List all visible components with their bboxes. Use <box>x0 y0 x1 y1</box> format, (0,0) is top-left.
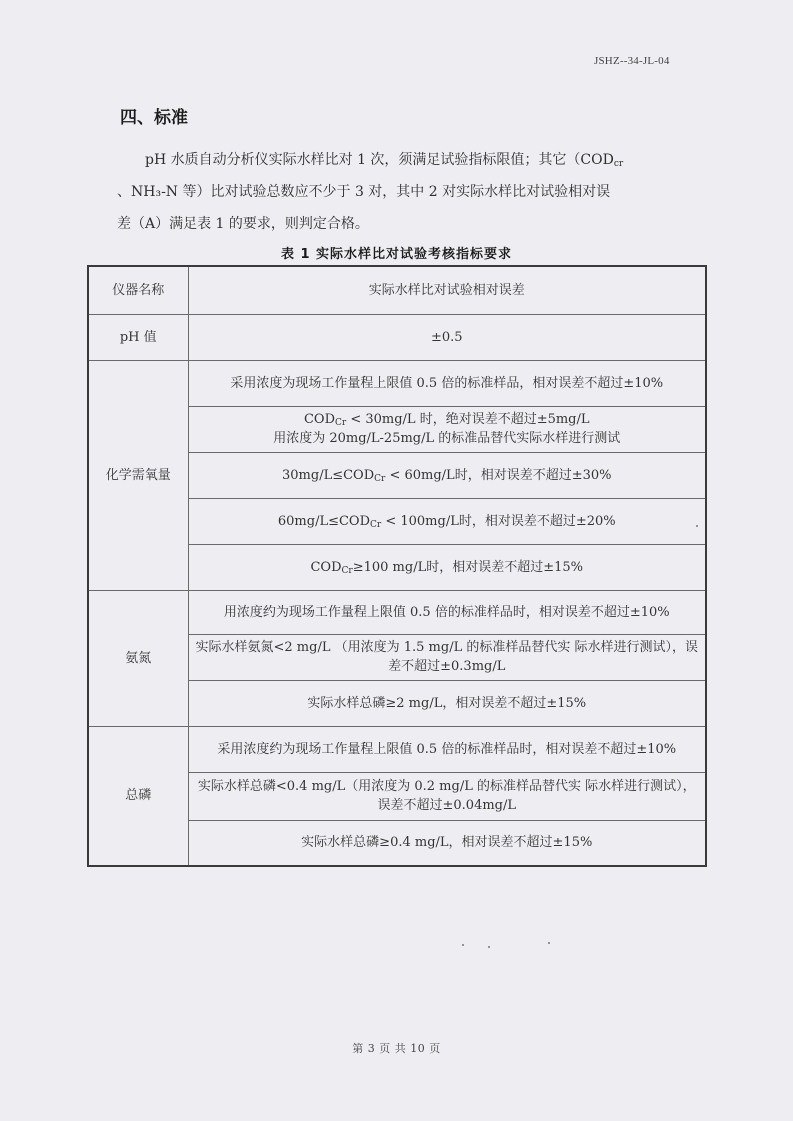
table-row-tp-1 <box>88 726 706 772</box>
criteria-paragraph <box>117 144 707 240</box>
document-code: JSHZ--34-JL-04 <box>594 55 670 67</box>
cod-criterion-5: $COD_{Cr}\ge 100$ mg/L时，相对误差不超过±15% <box>188 544 706 590</box>
scan-speck <box>696 525 698 527</box>
tp-criterion-1: 采用浓度约为现场工作量程上限值 0.5 倍的标准样品时，相对误差不超过±10% <box>188 726 706 772</box>
cod-criterion-2: $COD_{Cr} < 30mg/L$ 时，绝对误差不超过±5mg/L 用浓度为 20mg/L-25mg/L 的标准品替代实际水样进行测试 <box>188 406 706 452</box>
ph-value: ±0.5 <box>188 314 706 360</box>
nh3-criterion-1: 用浓度约为现场工作量程上限值 0.5 倍的标准样品时，相对误差不超过±10% <box>188 590 706 634</box>
paragraph-line-1: pH 水质自动分析仪实际水样比对 1 次，须满足试验指标限值；其它（$COD_{cr}$ <box>145 152 624 169</box>
scan-speck <box>548 942 550 944</box>
nh3-name: 氨氮 <box>88 590 188 726</box>
tp-name: 总磷 <box>88 726 188 866</box>
table-row-nh3-1 <box>88 590 706 634</box>
cod-criterion-3: $30mg/L\le COD_{Cr} < 60mg/L$时，相对误差不超过±30% <box>188 452 706 498</box>
tp-criterion-2: 实际水样总磷<0.4 mg/L（用浓度为 0.2 mg/L 的标准样品替代实 际水样进行测试），误差不超过±0.04mg/L <box>188 772 706 820</box>
paragraph-line-3: 差（A）满足表 1 的要求，则判定合格。 <box>117 216 369 232</box>
page-number-footer: 第 3 页 共 10 页 <box>352 1042 441 1055</box>
table-row-ph <box>88 314 706 360</box>
ph-name: pH 值 <box>88 314 188 360</box>
requirements-table <box>87 265 707 867</box>
table-row-cod-1 <box>88 360 706 406</box>
header-relative-error: 实际水样比对试验相对误差 <box>188 266 706 314</box>
nh3-criterion-2: 实际水样氨氮<2 mg/L （用浓度为 1.5 mg/L 的标准样品替代实 际水样进行测试），误差不超过±0.3mg/L <box>188 634 706 680</box>
header-instrument-name: 仪器名称 <box>88 266 188 314</box>
cod-criterion-1: 采用浓度为现场工作量程上限值 0.5 倍的标准样品，相对误差不超过±10% <box>188 360 706 406</box>
nh3-criterion-3: 实际水样总磷≥2 mg/L，相对误差不超过±15% <box>188 680 706 726</box>
table-header-row <box>88 266 706 314</box>
tp-criterion-3: 实际水样总磷≥0.4 mg/L，相对误差不超过±15% <box>188 820 706 866</box>
cod-criterion-4: $60mg/L\le COD_{Cr} < 100mg/L$时，相对误差不超过±20% <box>188 498 706 544</box>
table-caption: 表 1 实际水样比对试验考核指标要求 <box>280 247 513 262</box>
scan-speck <box>462 944 464 946</box>
paragraph-line-2: 、NH₃-N 等）比对试验总数应不少于 3 对，其中 2 对实际水样比对试验相对误 <box>117 184 611 200</box>
scan-speck <box>488 946 490 948</box>
section-title: 四、标准 <box>120 108 188 128</box>
cod-name: 化学需氧量 <box>88 360 188 590</box>
